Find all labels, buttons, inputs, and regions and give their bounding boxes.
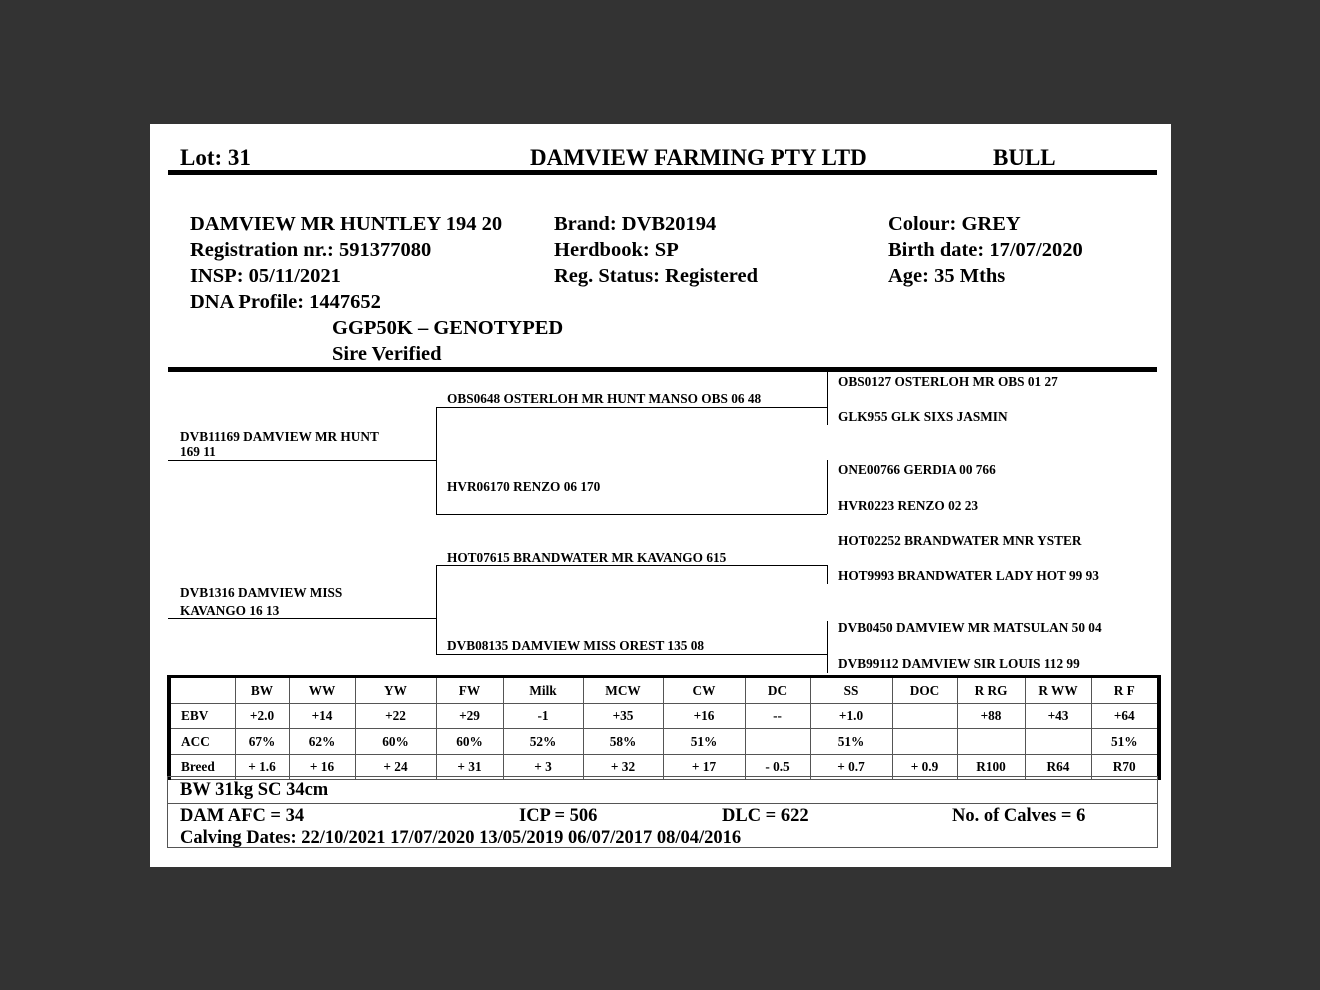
ebv-cell: +88 — [957, 703, 1025, 729]
ebv-header-cell: WW — [289, 677, 355, 704]
ebv-header-cell: MCW — [583, 677, 663, 704]
ebv-cell: -- — [745, 703, 810, 729]
ebv-header-cell: BW — [235, 677, 289, 704]
ebv-table — [167, 675, 1161, 780]
colour: Colour: GREY — [888, 213, 1021, 235]
header-rule — [168, 170, 1157, 175]
ggp-dsd: HOT9993 BRANDWATER LADY HOT 99 93 — [838, 568, 1099, 583]
ebv-cell: +14 — [289, 703, 355, 729]
ebv-header-cell: Milk — [503, 677, 583, 704]
ebv-header-cell: R WW — [1025, 677, 1091, 704]
ggp-dss: HOT02252 BRANDWATER MNR YSTER — [838, 533, 1082, 548]
ebv-header-cell: CW — [663, 677, 745, 704]
measurements: BW 31kg SC 34cm — [180, 780, 329, 800]
ebv-cell: ACC — [169, 729, 235, 755]
ebv-header-cell: DC — [745, 677, 810, 704]
inspection-date: INSP: 05/11/2021 — [190, 265, 341, 287]
dlc: DLC = 622 — [722, 806, 809, 826]
age: Age: 35 Mths — [888, 265, 1006, 287]
ebv-cell — [1025, 729, 1091, 755]
ebv-header-cell: R RG — [957, 677, 1025, 704]
brand: Brand: DVB20194 — [554, 213, 717, 235]
sire-dam: HVR06170 RENZO 06 170 — [447, 479, 601, 494]
ebv-header-cell: SS — [810, 677, 892, 704]
ebv-cell: 51% — [1091, 729, 1159, 755]
ebv-cell: +43 — [1025, 703, 1091, 729]
ebv-cell: +2.0 — [235, 703, 289, 729]
dam-line2: KAVANGO 16 13 — [180, 603, 280, 618]
ebv-cell: 52% — [503, 729, 583, 755]
ebv-cell: +16 — [663, 703, 745, 729]
ebv-cell: EBV — [169, 703, 235, 729]
ebv-cell: 62% — [289, 729, 355, 755]
sire-sire: OBS0648 OSTERLOH MR HUNT MANSO OBS 06 48 — [447, 391, 762, 406]
ebv-cell: R100 — [957, 754, 1025, 780]
sire-line2: 169 11 — [180, 444, 216, 459]
ebv-header-cell: R F — [1091, 677, 1159, 704]
dam-afc: DAM AFC = 34 — [180, 806, 305, 826]
ebv-row — [169, 703, 1159, 729]
measurements-box — [167, 776, 1158, 804]
sire: DVB11169 DAMVIEW MR HUNT — [180, 429, 379, 444]
ebv-row — [169, 729, 1159, 755]
no-of-calves: No. of Calves = 6 — [952, 806, 1086, 826]
ebv-cell: +64 — [1091, 703, 1159, 729]
ebv-cell: R70 — [1091, 754, 1159, 780]
ebv-cell: + 0.9 — [892, 754, 957, 780]
ebv-cell: + 17 — [663, 754, 745, 780]
ebv-cell: - 0.5 — [745, 754, 810, 780]
ebv-cell: 67% — [235, 729, 289, 755]
ebv-cell: 60% — [355, 729, 436, 755]
animal-sex: BULL — [993, 145, 1056, 170]
ebv-header-cell — [169, 677, 235, 704]
dna-profile: DNA Profile: 1447652 — [190, 291, 381, 313]
ebv-cell — [892, 729, 957, 755]
ebv-header-cell: FW — [436, 677, 503, 704]
ebv-cell: +29 — [436, 703, 503, 729]
animal-name: DAMVIEW MR HUNTLEY 194 20 — [190, 213, 503, 235]
lot-card — [150, 124, 1171, 867]
calving-dates: Calving Dates: 22/10/2021 17/07/2020 13/05/2019 06/07/2017 08/04/2016 — [180, 828, 742, 848]
registration-number: Registration nr.: 591377080 — [190, 239, 432, 261]
ebv-cell: + 32 — [583, 754, 663, 780]
ebv-cell: + 1.6 — [235, 754, 289, 780]
ebv-cell — [892, 703, 957, 729]
ebv-cell: + 3 — [503, 754, 583, 780]
dam-info-box — [167, 803, 1158, 848]
dam-dam: DVB08135 DAMVIEW MISS OREST 135 08 — [447, 638, 704, 653]
ebv-cell: 51% — [810, 729, 892, 755]
lot-number: Lot: 31 — [180, 145, 251, 170]
ebv-cell: + 31 — [436, 754, 503, 780]
ebv-cell: +22 — [355, 703, 436, 729]
ebv-cell: + 0.7 — [810, 754, 892, 780]
herdbook: Herdbook: SP — [554, 239, 679, 261]
info-rule — [168, 367, 1157, 372]
ebv-header-cell: DOC — [892, 677, 957, 704]
ebv-header-cell: YW — [355, 677, 436, 704]
ebv-cell: R64 — [1025, 754, 1091, 780]
birth-date: Birth date: 17/07/2020 — [888, 239, 1083, 261]
ebv-cell: Breed — [169, 754, 235, 780]
ebv-cell: -1 — [503, 703, 583, 729]
ebv-cell: + 16 — [289, 754, 355, 780]
dam: DVB1316 DAMVIEW MISS — [180, 585, 343, 600]
breeder-name: DAMVIEW FARMING PTY LTD — [530, 145, 867, 170]
ebv-cell: 51% — [663, 729, 745, 755]
genotype-status: GGP50K – GENOTYPED — [332, 317, 564, 339]
dam-sire: HOT07615 BRANDWATER MR KAVANGO 615 — [447, 550, 727, 565]
ggp-ddd: DVB99112 DAMVIEW SIR LOUIS 112 99 — [838, 656, 1080, 671]
ebv-cell: +1.0 — [810, 703, 892, 729]
ebv-cell: 60% — [436, 729, 503, 755]
ggp-sdd: HVR0223 RENZO 02 23 — [838, 498, 978, 513]
icp: ICP = 506 — [519, 806, 598, 826]
ebv-cell — [745, 729, 810, 755]
ggp-ssd: GLK955 GLK SIXS JASMIN — [838, 409, 1008, 424]
ggp-dds: DVB0450 DAMVIEW MR MATSULAN 50 04 — [838, 620, 1102, 635]
ebv-cell — [957, 729, 1025, 755]
ggp-sds: ONE00766 GERDIA 00 766 — [838, 462, 996, 477]
ebv-cell: +35 — [583, 703, 663, 729]
ebv-cell: 58% — [583, 729, 663, 755]
ebv-cell: + 24 — [355, 754, 436, 780]
ebv-header-row — [169, 677, 1159, 704]
sire-verified: Sire Verified — [332, 343, 442, 365]
ggp-sss: OBS0127 OSTERLOH MR OBS 01 27 — [838, 374, 1058, 389]
reg-status: Reg. Status: Registered — [554, 265, 759, 287]
